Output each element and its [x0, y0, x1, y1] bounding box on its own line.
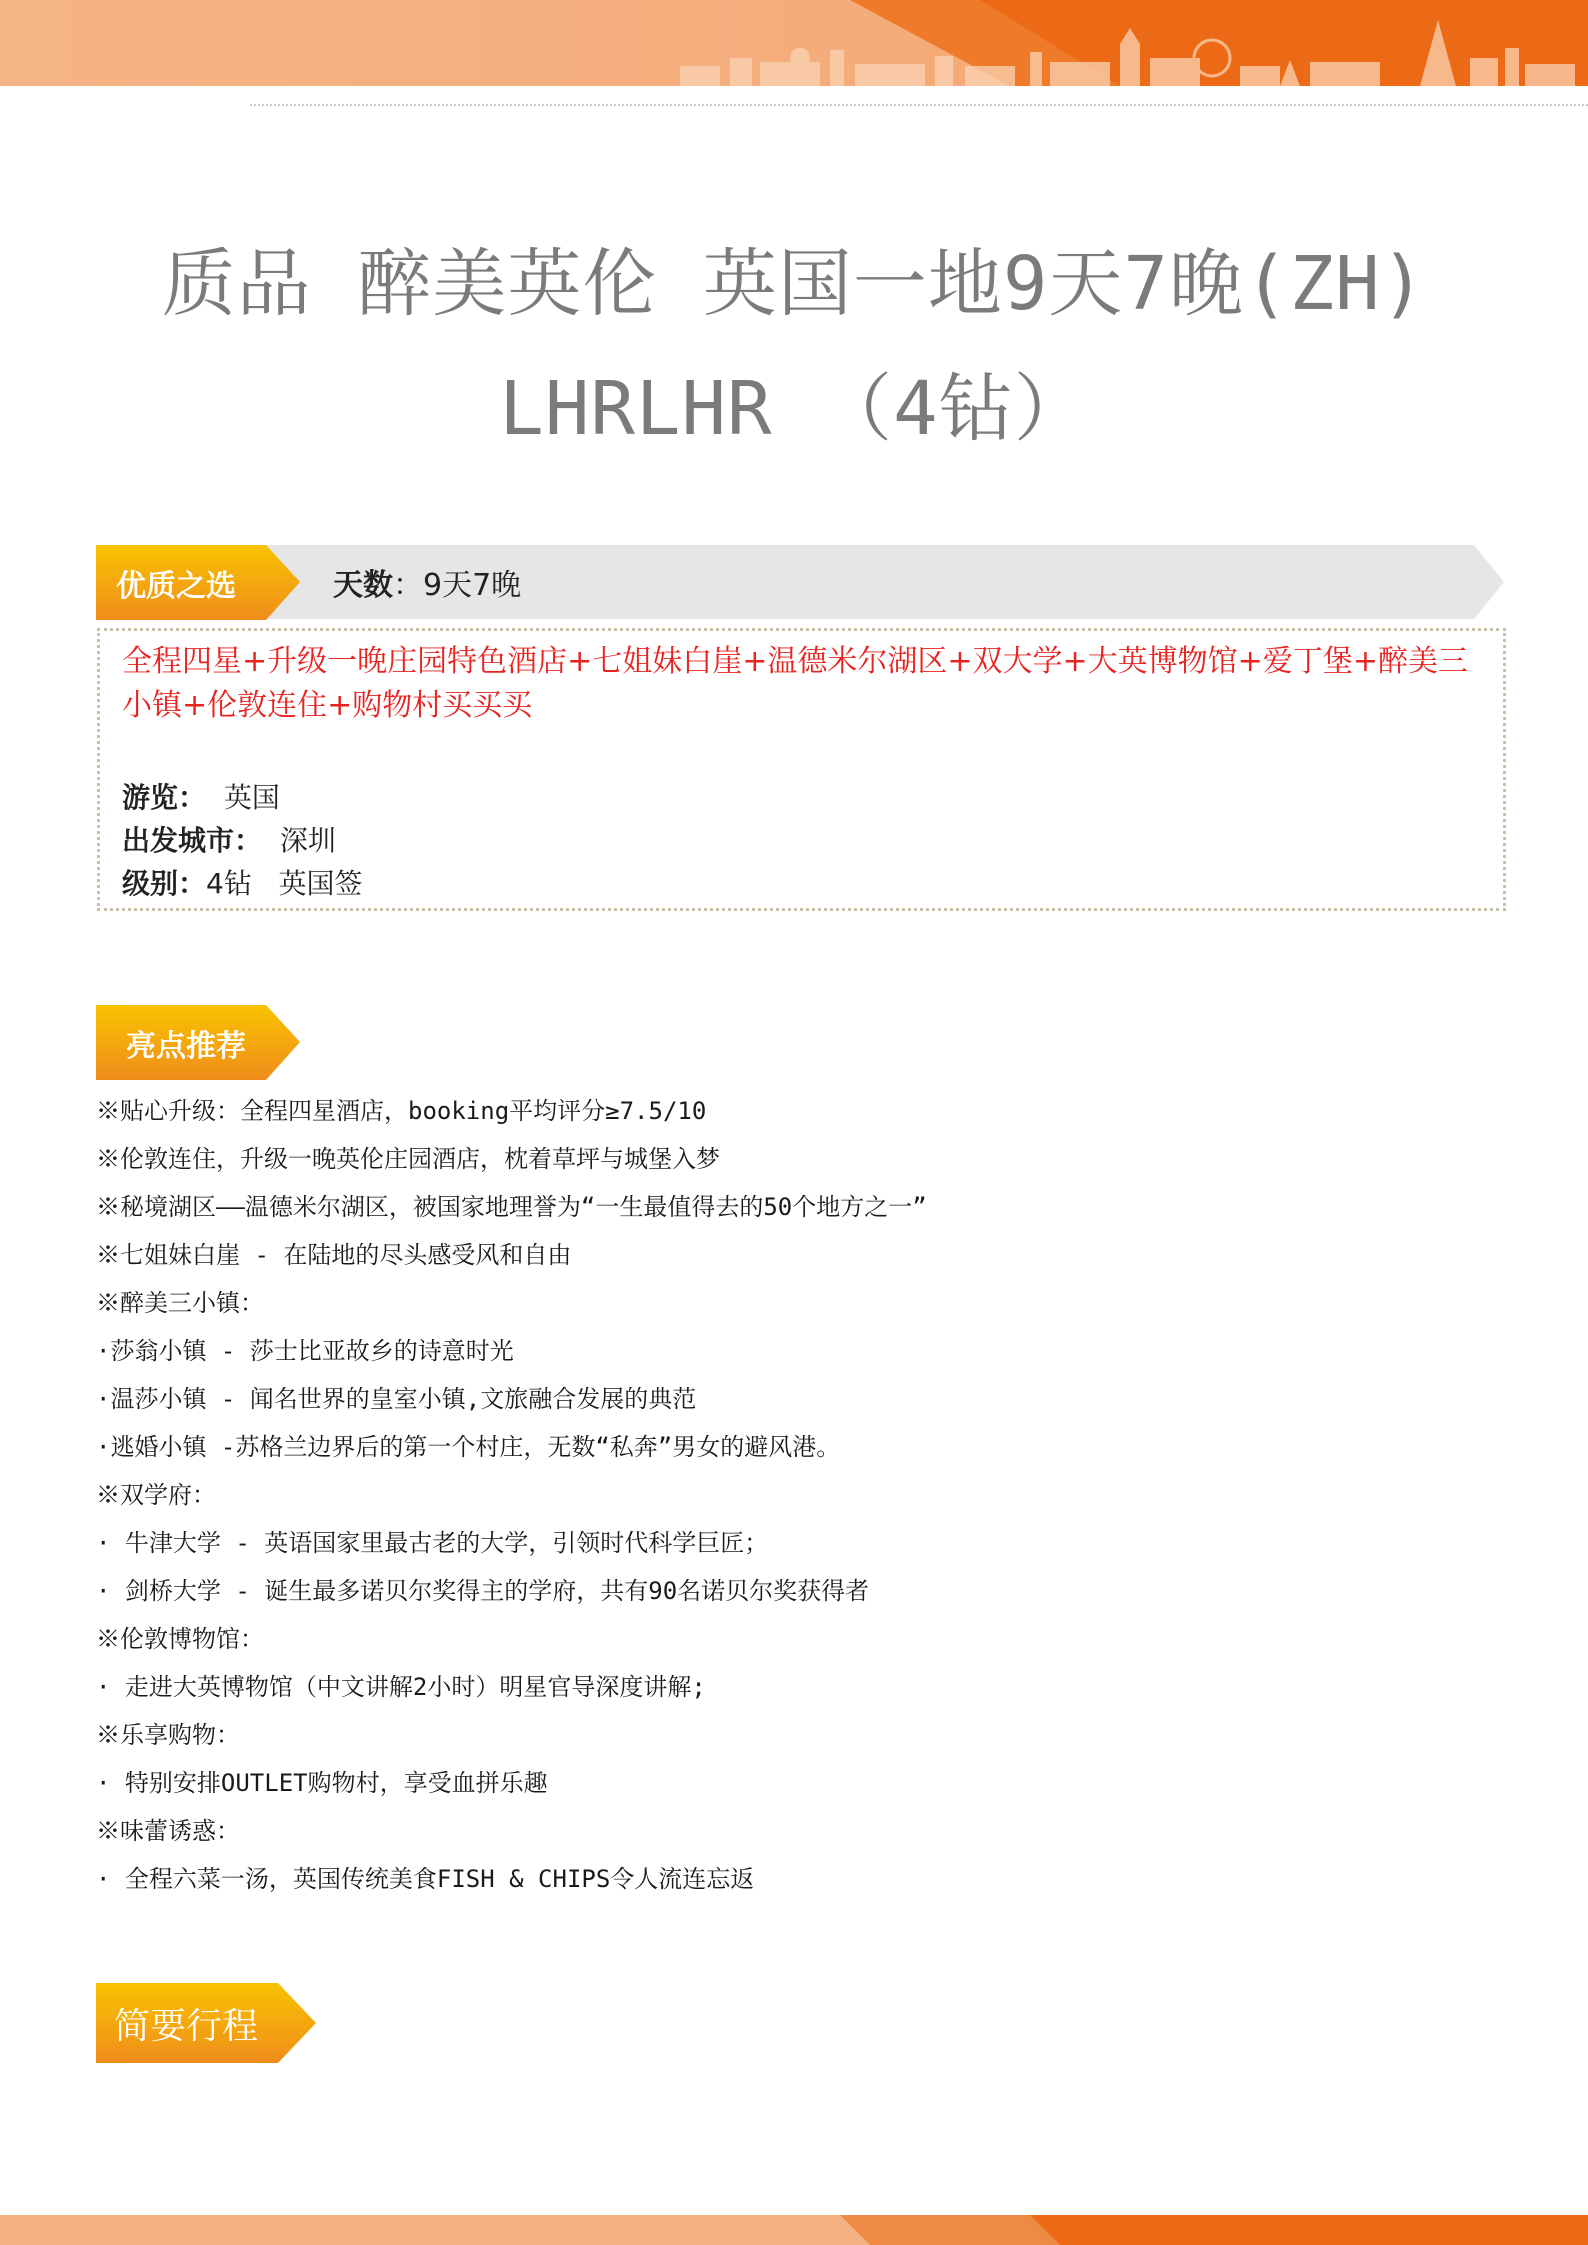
list-item: · 特别安排OUTLET购物村，享受血拼乐趣	[96, 1769, 548, 1797]
level-label: 级别：	[122, 867, 207, 900]
list-item: ※伦敦连住，升级一晚英伦庄园酒店，枕着草坪与城堡入梦	[96, 1145, 720, 1173]
list-item: ※伦敦博物馆：	[96, 1625, 264, 1653]
level-value: 4钻	[206, 867, 252, 900]
ribbon-highlights-label: 亮点推荐	[126, 1028, 246, 1064]
tour-value: 英国	[223, 781, 280, 814]
visa-value: 英国签	[278, 867, 363, 900]
list-item: ※秘境湖区——温德米尔湖区，被国家地理誉为“一生最值得去的50个地方之一”	[96, 1193, 927, 1221]
bottom-banner	[0, 2215, 1588, 2245]
page-title: 质品 醉美英伦 英国一地9天7晚(ZH)	[161, 241, 1427, 327]
ribbon-itinerary	[96, 1983, 316, 2063]
summary-highlight-text: 全程四星+升级一晚庄园特色酒店+七姐妹白崖+温德米尔湖区+双大学+大英博物馆+爱丁堡+醉美三小镇+伦敦连住+购物村买买买	[122, 644, 1468, 723]
tour-label: 游览：	[122, 781, 207, 814]
list-item: ※贴心升级：全程四星酒店，booking平均评分≥7.5/10	[96, 1097, 707, 1125]
page-subtitle: LHRLHR （4钻）	[499, 366, 1089, 452]
ribbon-quality	[96, 545, 300, 620]
days-value: 9天7晚	[423, 568, 522, 603]
level-row	[122, 862, 363, 902]
days-label: 天数	[333, 568, 393, 603]
city-value: 深圳	[279, 824, 336, 857]
list-item: · 剑桥大学 - 诞生最多诺贝尔奖得主的学府，共有90名诺贝尔奖获得者	[96, 1577, 870, 1605]
list-item: · 走进大英博物馆（中文讲解2小时）明星官导深度讲解;	[96, 1673, 706, 1701]
list-item: ·温莎小镇 - 闻名世界的皇室小镇,文旅融合发展的典范	[96, 1385, 697, 1413]
ribbon-highlights	[96, 1005, 300, 1080]
list-item: ※味蕾诱惑：	[96, 1817, 240, 1845]
list-item: ※醉美三小镇：	[96, 1289, 264, 1317]
list-item: · 全程六菜一汤，英国传统美食FISH & CHIPS令人流连忘返	[96, 1865, 755, 1893]
list-item: ·逃婚小镇 -苏格兰边界后的第一个村庄，无数“私奔”男女的避风港。	[96, 1433, 841, 1461]
list-item: ※双学府：	[96, 1481, 216, 1509]
list-item: ※七姐妹白崖 - 在陆地的尽头感受风和自由	[96, 1241, 572, 1269]
top-banner	[0, 0, 1588, 86]
days-text	[333, 545, 521, 619]
list-item: ·莎翁小镇 - 莎士比亚故乡的诗意时光	[96, 1337, 514, 1365]
days-bar	[96, 545, 1504, 619]
list-item: ※乐享购物：	[96, 1721, 240, 1749]
highlights-list	[96, 1091, 1516, 1907]
city-row	[122, 819, 336, 859]
days-colon: ：	[393, 568, 423, 603]
header-divider	[250, 104, 1588, 106]
ribbon-itinerary-label: 简要行程	[114, 2005, 259, 2047]
ribbon-quality-label: 优质之选	[116, 568, 236, 604]
tour-row	[122, 776, 280, 816]
list-item: · 牛津大学 - 英语国家里最古老的大学，引领时代科学巨匠；	[96, 1529, 769, 1557]
city-label: 出发城市：	[122, 824, 263, 857]
